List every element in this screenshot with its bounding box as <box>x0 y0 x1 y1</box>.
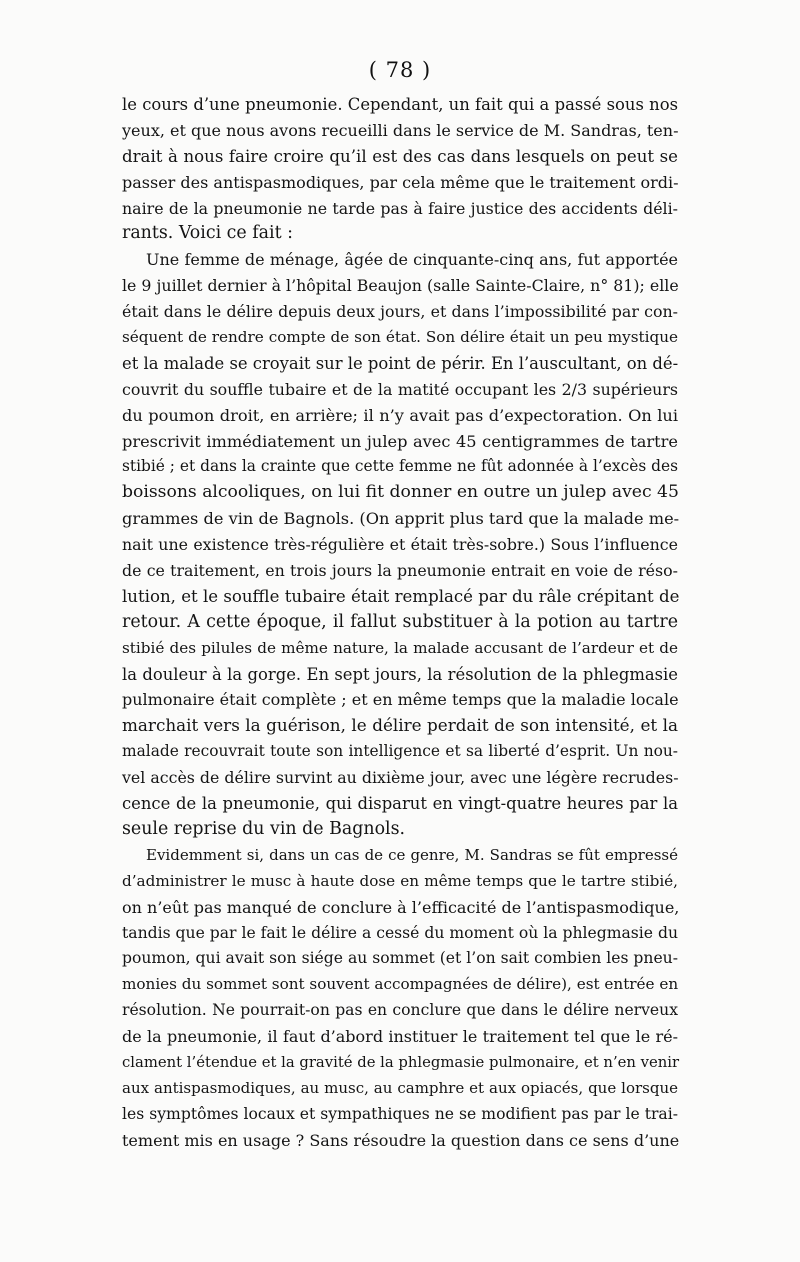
text-line: retour. A cette époque, il fallut substituer à la potion au tartre <box>122 611 678 632</box>
text-line: le cours d’une pneumonie. Cependant, un fait qui a passé sous nos <box>122 95 678 114</box>
text-line: cence de la pneumonie, qui disparut en vingt-quatre heures par la <box>122 794 678 814</box>
text-line: le 9 juillet dernier à l’hôpital Beaujon (salle Sainte-Claire, n° 81); elle <box>122 276 679 296</box>
text-line: grammes de vin de Bagnols. (On apprit plus tard que la malade me- <box>122 509 680 529</box>
text-line: stibié ; et dans la crainte que cette femme ne fût adonnée à l’excès des <box>122 457 678 476</box>
text-line: yeux, et que nous avons recueilli dans le service de M. Sandras, ten- <box>122 120 679 140</box>
paragraph <box>122 92 678 247</box>
text-line: rants. Voici ce fait : <box>122 223 293 244</box>
text-line: la douleur à la gorge. En sept jours, la résolution de la phlegmasie <box>122 664 678 684</box>
text-line: était dans le délire depuis deux jours, et dans l’impossibilité par con- <box>122 302 678 322</box>
text-line: tandis que par le fait le délire a cessé du moment où la phlegmasie du <box>122 923 678 942</box>
text-line: marchait vers la guérison, le délire perdait de son intensité, et la <box>122 715 678 736</box>
text-line: stibié des pilules de même nature, la malade accusant de l’ardeur et de <box>122 638 678 657</box>
text-line: de la pneumonie, il faut d’abord instituer le traitement tel que le ré- <box>122 1027 678 1047</box>
paragraph <box>122 843 678 1154</box>
text-line: résolution. Ne pourrait-on pas en conclure que dans le délire nerveux <box>122 1001 678 1020</box>
text-line: couvrit du souffle tubaire et de la matité occupant les 2/3 supérieurs <box>122 379 678 399</box>
text-line: lution, et le souffle tubaire était remplacé par du râle crépitant de <box>122 586 680 606</box>
text-line: boissons alcooliques, on lui fit donner en outre un julep avec 45 <box>122 482 679 503</box>
text-line: on n’eût pas manqué de conclure à l’efficacité de l’antispasmodique, <box>122 897 680 917</box>
text-line: du poumon droit, en arrière; il n’y avait pas d’expectoration. On lui <box>122 405 678 425</box>
text-line: Une femme de ménage, âgée de cinquante-cinq ans, fut apportée <box>146 250 678 270</box>
text-line: séquent de rendre compte de son état. Son délire était un peu mystique <box>122 328 678 347</box>
body-text <box>122 92 678 1154</box>
text-line: monies du sommet sont souvent accompagnées de délire), est entrée en <box>122 975 679 994</box>
text-line: et la malade se croyait sur le point de périr. En l’auscultant, on dé- <box>122 353 679 373</box>
text-line: nait une existence très-régulière et était très-sobre.) Sous l’influence <box>122 535 678 555</box>
text-line: tement mis en usage ? Sans résoudre la question dans ce sens d’une <box>122 1130 680 1150</box>
text-line: aux antispasmodiques, au musc, au camphre et aux opiacés, que lorsque <box>122 1078 678 1097</box>
text-line: d’administrer le musc à haute dose en même temps que le tartre stibié, <box>122 871 678 890</box>
page-number: ( 78 ) <box>368 58 432 82</box>
text-line: de ce traitement, en trois jours la pneumonie entrait en voie de réso- <box>122 561 678 581</box>
text-line: seule reprise du vin de Bagnols. <box>122 818 406 839</box>
text-line: prescrivit immédiatement un julep avec 45 centigrammes de tartre <box>122 431 678 451</box>
text-line: pulmonaire était complète ; et en même temps que la maladie locale <box>122 690 679 710</box>
text-line: malade recouvrait toute son intelligence et sa liberté d’esprit. Un nou- <box>122 742 678 761</box>
text-line: les symptômes locaux et sympathiques ne se modifient pas par le trai- <box>122 1104 678 1123</box>
text-line: passer des antispasmodiques, par cela même que le traitement ordi- <box>122 172 679 192</box>
text-line: clament l’étendue et la gravité de la phlegmasie pulmonaire, et n’en venir <box>122 1053 680 1071</box>
text-line: drait à nous faire croire qu’il est des cas dans lesquels on peut se <box>122 146 678 166</box>
text-line: poumon, qui avait son siége au sommet (et l’on sait combien les pneu- <box>122 949 678 968</box>
text-line: Evidemment si, dans un cas de ce genre, M. Sandras se fût empressé <box>146 845 678 864</box>
text-line: naire de la pneumonie ne tarde pas à faire justice des accidents déli- <box>122 198 678 218</box>
paragraph <box>122 247 678 842</box>
text-line: vel accès de délire survint au dixième jour, avec une légère recrudes- <box>122 768 679 788</box>
